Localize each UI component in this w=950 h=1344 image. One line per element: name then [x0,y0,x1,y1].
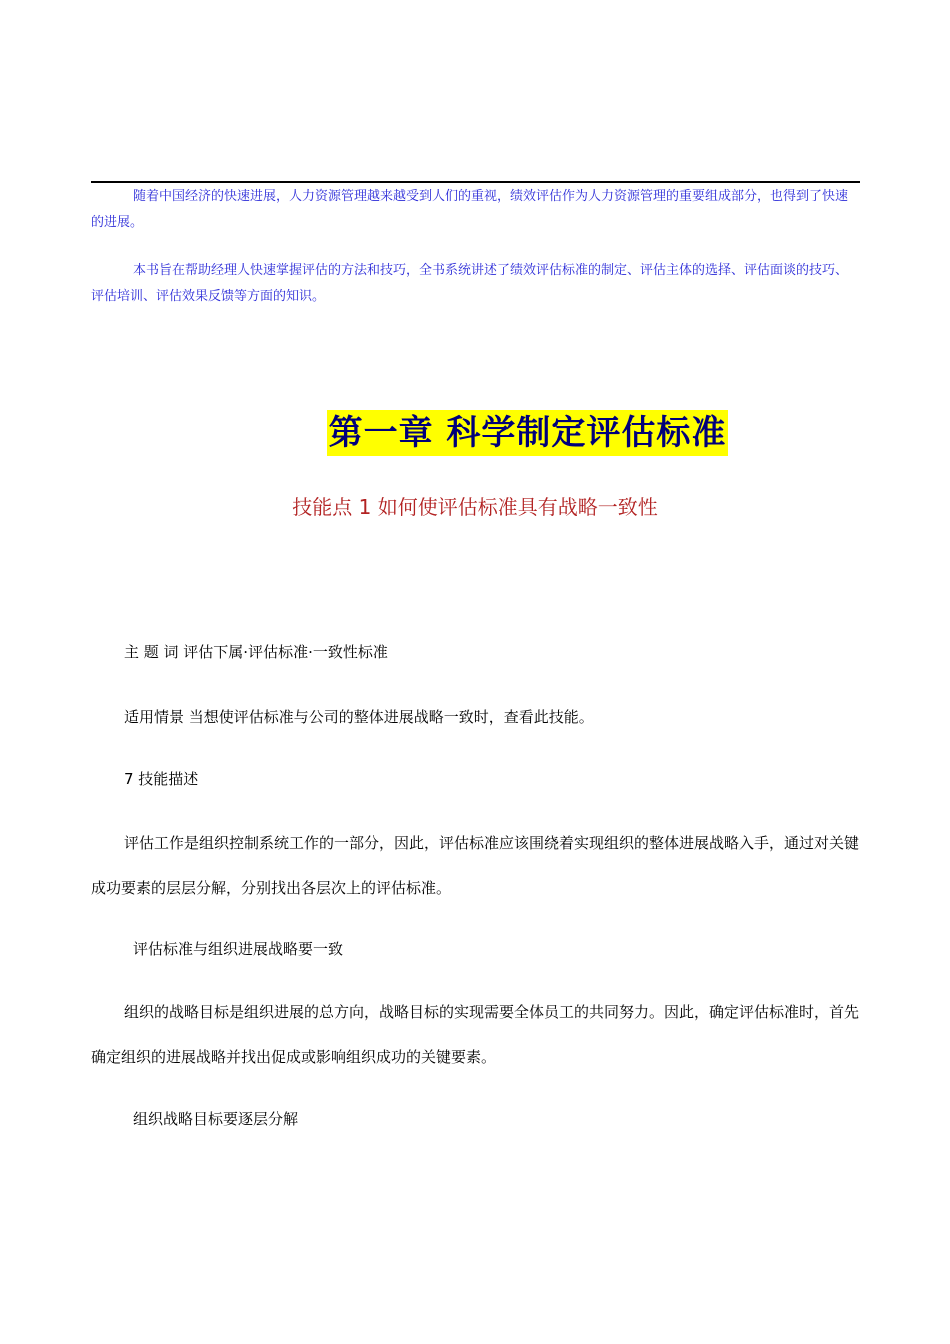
subheading-2: 组织战略目标要逐层分解 [133,1110,299,1128]
intro-paragraph-1: 随着中国经济的快速进展，人力资源管理越来越受到人们的重视，绩效评估作为人力资源管理的重要组成部分，也得到了快速的进展。 [91,189,849,230]
chapter-title: 第一章 科学制定评估标准 [327,410,729,456]
skill-description-heading: 7 技能描述 [124,770,199,788]
keywords-line: 主 题 词 评估下属·评估标准·一致性标准 [124,643,388,661]
header-rule [91,181,860,183]
body-paragraph-2: 组织的战略目标是组织进展的总方向，战略目标的实现需要全体员工的共同努力。因此，确定评估标准时，首先确定组织的进展战略并找出促成或影响组织成功的关键要素。 [91,1003,860,1066]
subheading-1: 评估标准与组织进展战略要一致 [133,940,344,958]
intro-paragraph-2: 本书旨在帮助经理人快速掌握评估的方法和技巧，全书系统讲述了绩效评估标准的制定、评估主体的选择、评估面谈的技巧、评估培训、评估效果反馈等方面的知识。 [91,263,849,304]
skill-title: 技能点 1 如何使评估标准具有战略一致性 [292,495,658,519]
scenario-line: 适用情景 当想使评估标准与公司的整体进展战略一致时，查看此技能。 [124,708,594,726]
body-paragraph-1: 评估工作是组织控制系统工作的一部分，因此，评估标准应该围绕着实现组织的整体进展战略入手，通过对关键成功要素的层层分解，分别找出各层次上的评估标准。 [91,834,860,897]
chapter-title-wrapper [0,410,950,456]
